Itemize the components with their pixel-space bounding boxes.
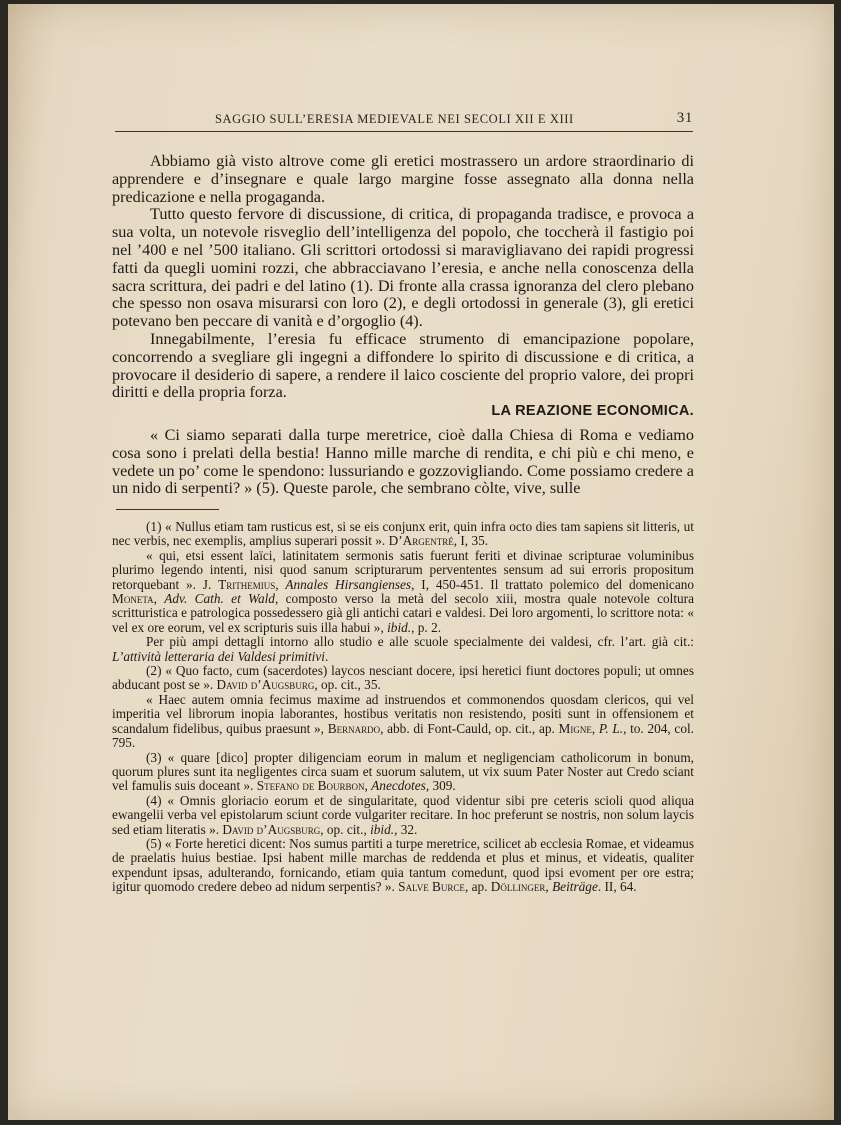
footnote: Per più ampi dettagli intorno allo studio e alle scuole specialmente dei valdesi, cfr. l’art. già cit.: L’attività letteraria dei Valdesi primitivi. bbox=[112, 634, 694, 664]
footnote: (2) « Quo facto, cum (sacerdotes) laycos nesciant docere, ipsi heretici fiunt doctores populi; ut omnes abducant post se ». David d’Augsburg, op. cit., 35. bbox=[112, 663, 694, 693]
footnote: (3) « quare [dico] propter diligenciam eorum in malum et negligenciam catholicorum in bonum, quorum plures sunt ita negligentes circa suam et suorum salutem, ut vix suum Pater Noster aut Credo sciant vel famulis suis doceant ». Stefano de Bourbon, Anecdotes, 309. bbox=[112, 749, 694, 794]
section-heading: LA REAZIONE ECONOMICA. bbox=[491, 403, 694, 419]
footnote: (4) « Omnis gloriacio eorum et de singularitate, quod videntur sibi pre ceteris scioli quod aliqua ewangelii verba vel epistolarum sciunt corde vulgariter recitare. In hoc preferunt se nostris, non solum laycis sed etiam literatis ». David d’Augsburg, op. cit., ibid., 32. bbox=[112, 792, 694, 837]
footnote: « Haec autem omnia fecimus maxime ad instruendos et commonendos quosdam clericos, qui vel imperitia vel librorum inopia laborantes, hostibus veritatis non resistendo, positi sunt in offensionem et scandalum fidelibus, quibus praesunt », Bernardo, abb. di Font-Cauld, op. cit., ap. Migne, P. L., to. 204, col. 795. bbox=[112, 691, 694, 751]
footnote-rule bbox=[116, 509, 219, 510]
header-rule bbox=[115, 131, 693, 132]
main-text bbox=[112, 153, 694, 402]
footnote: (5) « Forte heretici dicent: Nos sumus partiti a turpe meretrice, scilicet ab ecclesia Romae, et videamus de praelatis huius bestiae. Ipsi habent mille marchas de reddenda et plus et minus, et videatis, qualiter expendunt ipsas, adulterando, fornicando, etiam quia tantum comedunt, quod ipsi evoment per ore estra; igitur quomodo credere debeo ad nidum serpentis? ». Salve Burce, ap. Döllinger, Beiträge. II, 64. bbox=[112, 835, 694, 895]
paragraph: Abbiamo già visto altrove come gli eretici mostrassero un ardore straordinario di apprendere e d’insegnare e quale largo margine fosse assegnato alla donna nella predicazione e nella progaganda. bbox=[112, 152, 694, 206]
running-title: SAGGIO SULL’ERESIA MEDIEVALE NEI SECOLI XII E XIII bbox=[215, 112, 574, 126]
footnote: (1) « Nullus etiam tam rusticus est, si se eis conjunx erit, quin infra octo dies tam sapiens sit litteris, ut nec verbis, nec exemplis, amplius superari possit ». D’Argentré, I, 35. bbox=[112, 519, 694, 549]
paragraph: Innegabilmente, l’eresia fu efficace strumento di emancipazione popolare, concorrendo a svegliare gli ingegni a diffondere lo spirito di discussione e di critica, a provocare il desiderio di sapere, a rendere il laico cosciente del proprio valore, dei propri diritti e della propria forza. bbox=[112, 329, 694, 402]
section-text bbox=[112, 427, 694, 498]
footnote: « qui, etsi essent laïci, latinitatem sermonis satis fuerunt feriti et divinae scripturae voluminibus plurimo legendo intenti, nisi quod sanum scripturarum pervententes sensum ad sui erroris propositum retorquebant ». J. Trithemius, Annales Hirsangienses, I, 450-451. Il trattato polemico del domenicano Moneta, Adv. Cath. et Wald, composto verso la metà del secolo xiii, mostra quale notevole coltura scritturistica e patrologica possedessero già gli antichi catari e valdesi. Dei loro argomenti, lo scrittore nota: « vel ex ore eorum, vel ex scripturis suis illa habui », ibid., p. 2. bbox=[112, 547, 695, 635]
footnotes bbox=[112, 520, 694, 895]
paragraph: « Ci siamo separati dalla turpe meretrice, cioè dalla Chiesa di Roma e vediamo cosa sono i prelati della bestia! Hanno mille marche di rendita, e chi più e chi meno, e vedete un po’ come le spendono: lussuriando e gozzovigliando. Come possiamo credere a un nido di serpenti? » (5). Queste parole, che sembrano còlte, vive, sulle bbox=[112, 426, 694, 498]
book-page bbox=[8, 4, 834, 1120]
page-number: 31 bbox=[676, 110, 693, 126]
paragraph: Tutto questo fervore di discussione, di critica, di propaganda tradisce, e provoca a sua volta, un notevole risveglio dell’intelligenza del popolo, che toccherà il fastigio poi nel ’400 e nel ’500 italiano. Gli scrittori ortodossi si maravigliavano dei rapidi progressi fatti da quegli uomini rozzi, che abbracciavano l’eresia, e anche nella conoscenza della sacra scrittura, dei padri e del latino (1). Di fronte alla crassa ignoranza del clero plebano che spesso non osava misurarsi con loro (2), e degli ortodossi in generale (3), gli eretici potevano ben peccare di vanità e d’orgoglio (4). bbox=[112, 205, 694, 331]
